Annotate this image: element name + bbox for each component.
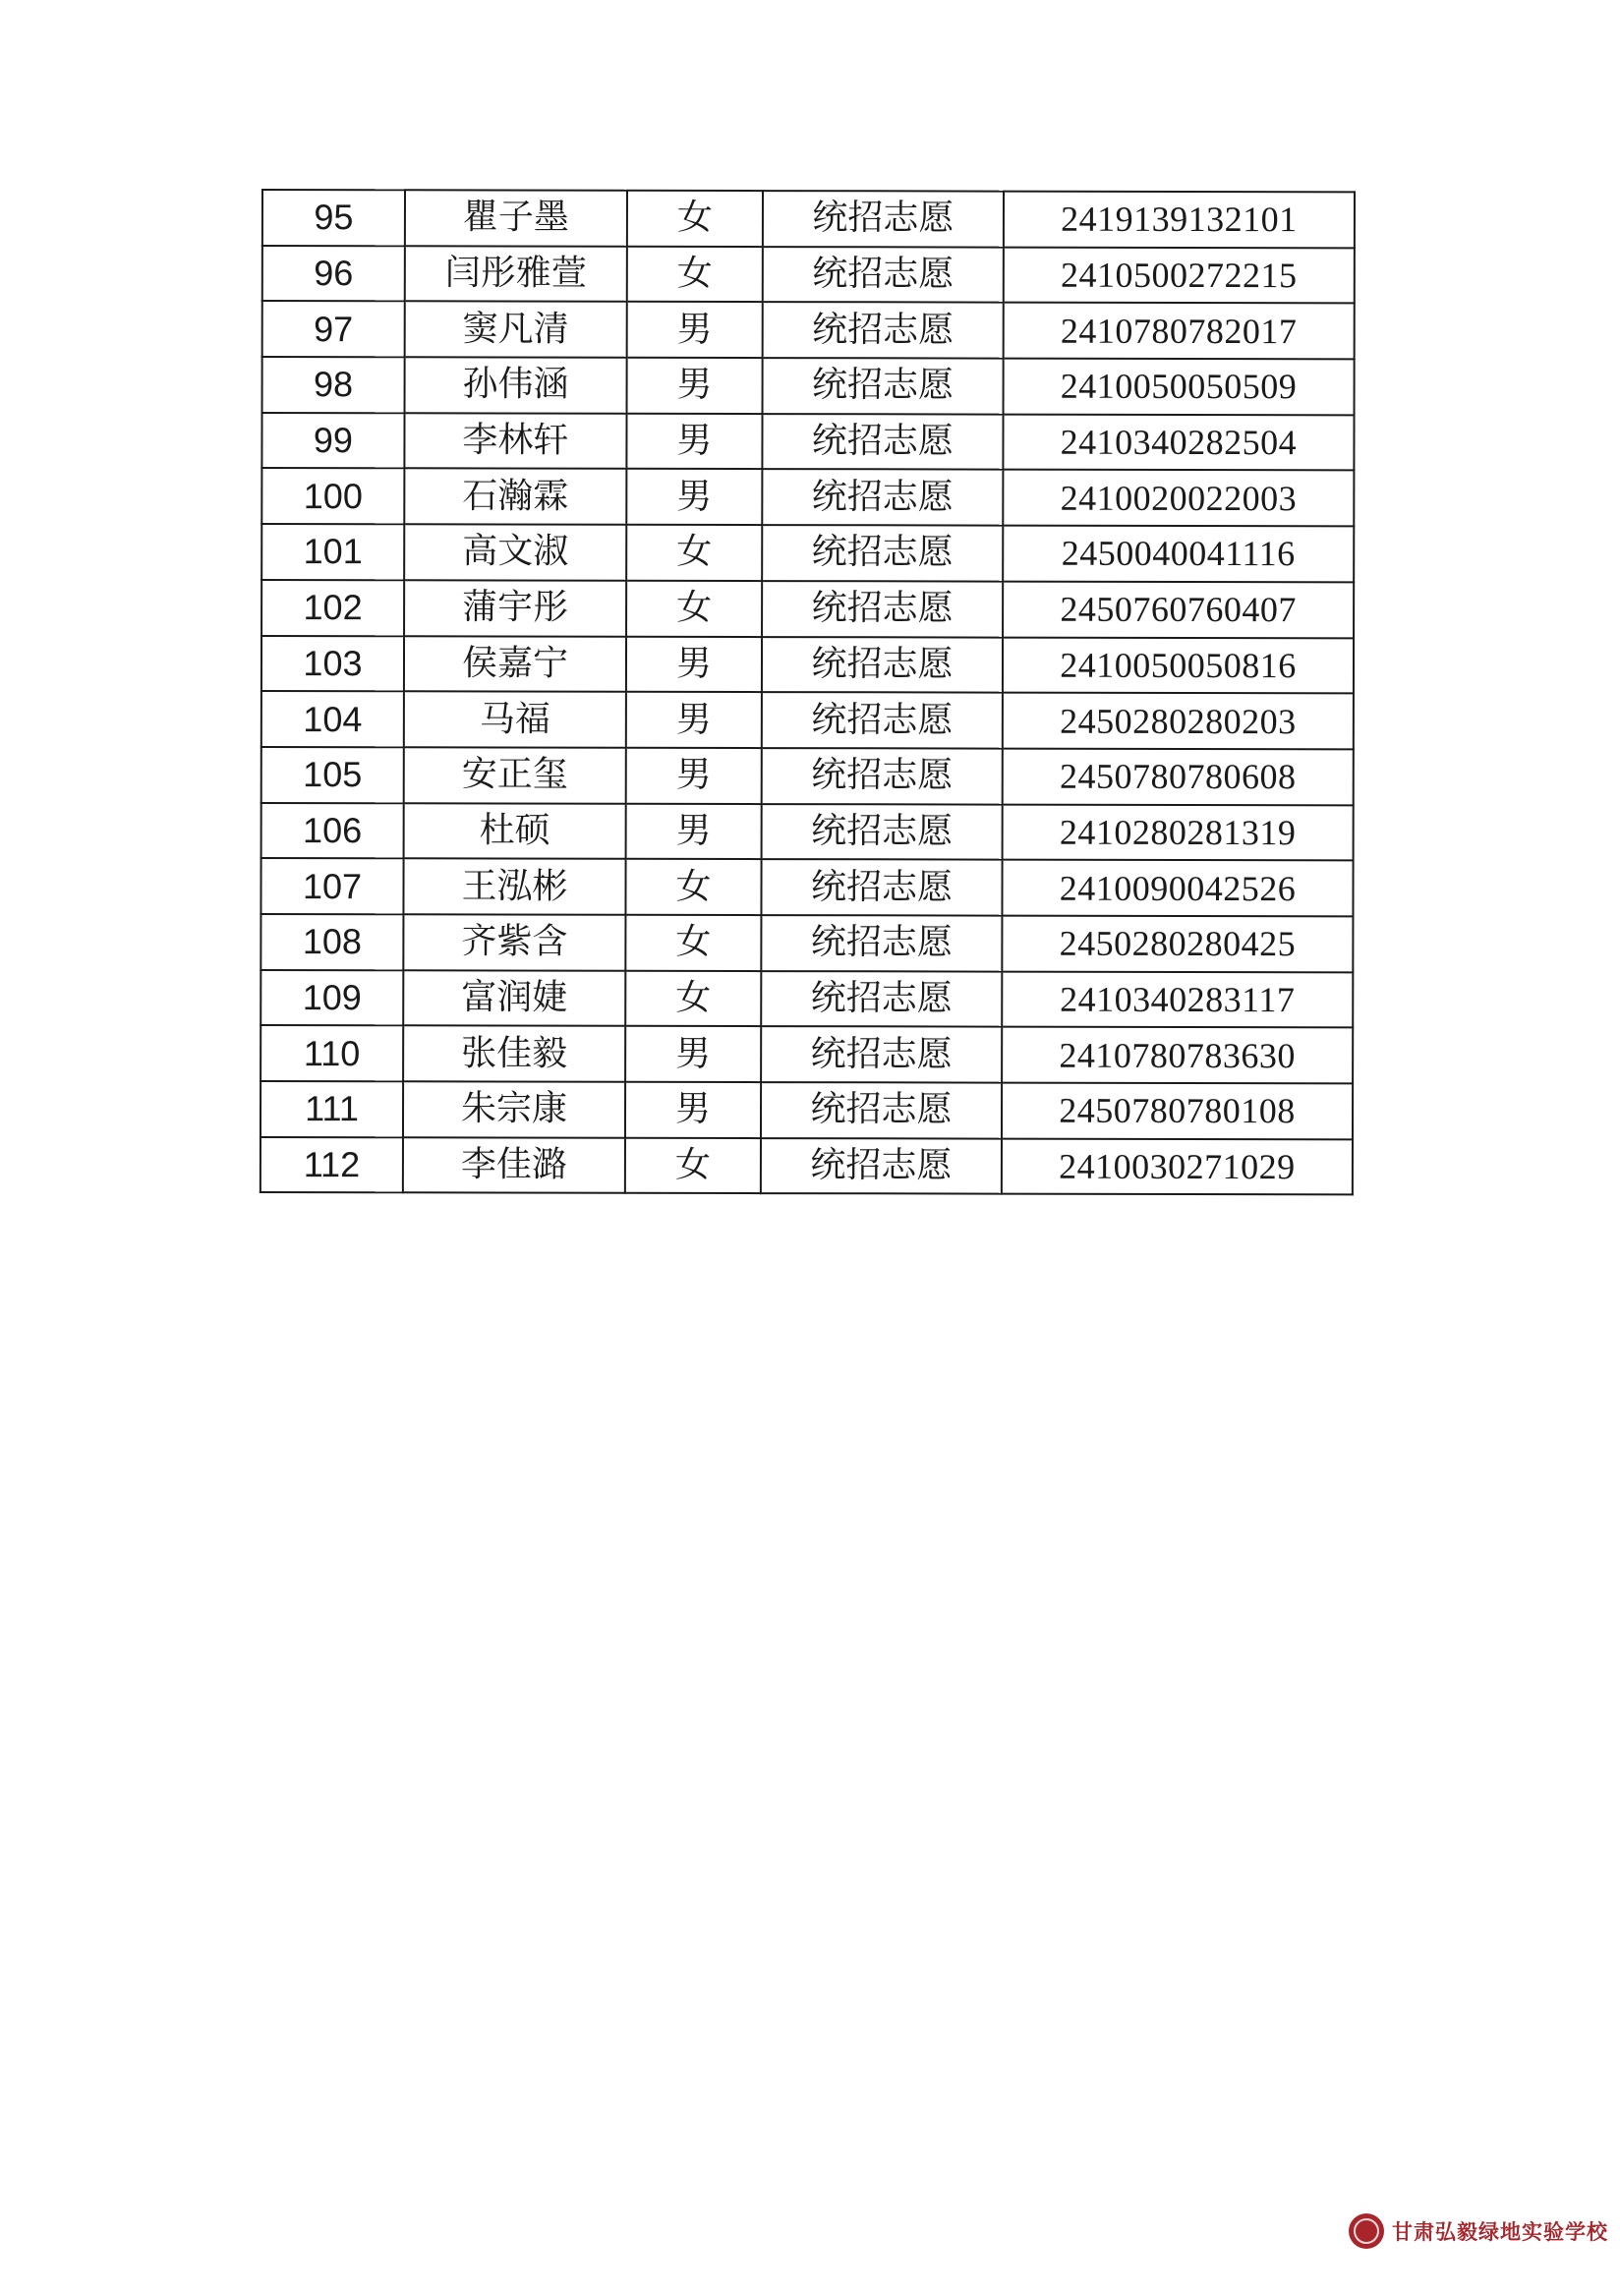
student-gender: 女 <box>627 191 763 247</box>
row-number: 104 <box>261 691 404 747</box>
admission-type: 统招志愿 <box>761 859 1002 915</box>
table-row <box>260 970 1353 1028</box>
student-gender: 男 <box>626 469 762 525</box>
row-number: 108 <box>260 914 403 970</box>
student-name: 李佳潞 <box>403 1137 625 1193</box>
student-gender: 男 <box>627 302 763 358</box>
row-number: 110 <box>260 1025 403 1081</box>
roster-body <box>260 190 1355 1195</box>
row-number: 99 <box>261 413 404 469</box>
student-name: 朱宗康 <box>403 1081 625 1137</box>
student-gender: 女 <box>626 581 762 637</box>
exam-number: 2450040041116 <box>1003 526 1354 582</box>
table-row <box>261 580 1354 638</box>
student-roster-table <box>260 189 1356 1196</box>
table-row <box>261 803 1354 861</box>
student-name: 杜硕 <box>404 803 626 859</box>
admission-type: 统招志愿 <box>762 804 1003 860</box>
table-row <box>260 1081 1353 1139</box>
admission-type: 统招志愿 <box>761 1082 1002 1138</box>
student-gender: 男 <box>626 803 762 859</box>
table-row <box>261 524 1354 582</box>
exam-number: 2410280281319 <box>1003 804 1354 860</box>
student-name: 蒲宇彤 <box>404 580 626 636</box>
student-gender: 女 <box>625 859 761 915</box>
admission-type: 统招志愿 <box>762 637 1003 693</box>
student-gender: 女 <box>626 525 762 581</box>
admission-type: 统招志愿 <box>763 191 1004 247</box>
student-gender: 男 <box>627 358 763 414</box>
admission-type: 统招志愿 <box>761 915 1002 971</box>
exam-number: 2410020022003 <box>1003 470 1354 526</box>
student-gender: 女 <box>625 1137 761 1193</box>
row-number: 109 <box>260 970 403 1026</box>
row-number: 97 <box>262 301 405 357</box>
exam-number: 2410780782017 <box>1004 303 1355 359</box>
table-row <box>261 747 1354 805</box>
row-number: 107 <box>260 858 403 914</box>
row-number: 98 <box>262 357 405 413</box>
admission-type: 统招志愿 <box>763 302 1004 358</box>
exam-number: 2410050050816 <box>1003 637 1354 693</box>
student-name: 高文淑 <box>404 524 626 580</box>
table-row <box>261 691 1354 749</box>
exam-number: 2410780783630 <box>1002 1027 1353 1083</box>
exam-number: 2450280280425 <box>1002 916 1353 972</box>
student-name: 瞿子墨 <box>405 190 627 246</box>
row-number: 103 <box>261 636 404 692</box>
exam-number: 2410340282504 <box>1003 414 1354 470</box>
admission-type: 统招志愿 <box>762 525 1003 581</box>
student-gender: 女 <box>627 246 763 302</box>
student-name: 窦凡清 <box>405 302 627 358</box>
admission-type: 统招志愿 <box>761 971 1002 1027</box>
student-name: 侯嘉宁 <box>404 636 626 692</box>
row-number: 95 <box>262 190 405 246</box>
school-name: 甘肃弘毅绿地实验学校 <box>1392 2219 1608 2244</box>
table-row <box>260 914 1353 972</box>
student-name: 李林轩 <box>404 413 626 469</box>
student-name: 齐紫含 <box>403 914 625 970</box>
student-gender: 男 <box>626 636 762 692</box>
exam-number: 2450760760407 <box>1003 581 1354 637</box>
student-name: 孙伟涵 <box>405 357 627 413</box>
school-seal-icon <box>1349 2213 1384 2249</box>
table-row <box>262 357 1355 415</box>
table-row <box>261 636 1354 694</box>
student-gender: 男 <box>625 1026 761 1082</box>
student-name: 王泓彬 <box>403 859 625 915</box>
exam-number: 2419139132101 <box>1004 192 1355 248</box>
table-row <box>260 858 1353 916</box>
table-row <box>262 190 1355 248</box>
admission-type: 统招志愿 <box>761 1138 1002 1194</box>
table-row <box>262 301 1355 359</box>
row-number: 105 <box>261 747 404 803</box>
student-name: 闫彤雅萱 <box>405 246 627 302</box>
student-gender: 男 <box>625 1082 761 1138</box>
table-row <box>261 413 1354 471</box>
exam-number: 2410340283117 <box>1002 971 1353 1027</box>
table-row <box>261 468 1354 526</box>
student-gender: 女 <box>625 970 761 1026</box>
student-name: 石瀚霖 <box>404 469 626 525</box>
student-name: 马福 <box>404 691 626 747</box>
table-row <box>260 1137 1353 1195</box>
student-name: 安正玺 <box>404 747 626 803</box>
student-gender: 男 <box>626 748 762 804</box>
admission-type: 统招志愿 <box>763 358 1004 414</box>
row-number: 106 <box>261 803 404 859</box>
admission-type: 统招志愿 <box>762 748 1003 804</box>
school-logo <box>1349 2213 1608 2249</box>
student-name: 富润婕 <box>403 970 625 1026</box>
table-row <box>262 246 1355 304</box>
exam-number: 2450780780608 <box>1003 748 1354 804</box>
admission-type: 统招志愿 <box>763 247 1004 303</box>
exam-number: 2410090042526 <box>1002 860 1353 916</box>
row-number: 101 <box>261 524 404 580</box>
exam-number: 2410050050509 <box>1004 359 1355 415</box>
row-number: 100 <box>261 468 404 524</box>
admission-type: 统招志愿 <box>761 1026 1002 1082</box>
student-gender: 男 <box>626 692 762 748</box>
student-name: 张佳毅 <box>403 1026 625 1082</box>
row-number: 111 <box>260 1081 403 1137</box>
admission-type: 统招志愿 <box>762 470 1003 526</box>
admission-type: 统招志愿 <box>762 414 1003 470</box>
student-gender: 女 <box>625 915 761 971</box>
row-number: 102 <box>261 580 404 636</box>
table-row <box>260 1025 1353 1083</box>
exam-number: 2450780780108 <box>1002 1083 1353 1139</box>
exam-number: 2450280280203 <box>1003 693 1354 749</box>
seal-ring <box>1354 2218 1379 2244</box>
exam-number: 2410030271029 <box>1002 1138 1353 1194</box>
exam-number: 2410500272215 <box>1004 247 1355 303</box>
student-gender: 男 <box>626 414 762 470</box>
row-number: 112 <box>260 1137 403 1193</box>
admission-type: 统招志愿 <box>762 692 1003 748</box>
row-number: 96 <box>262 246 405 302</box>
admission-type: 统招志愿 <box>762 581 1003 637</box>
